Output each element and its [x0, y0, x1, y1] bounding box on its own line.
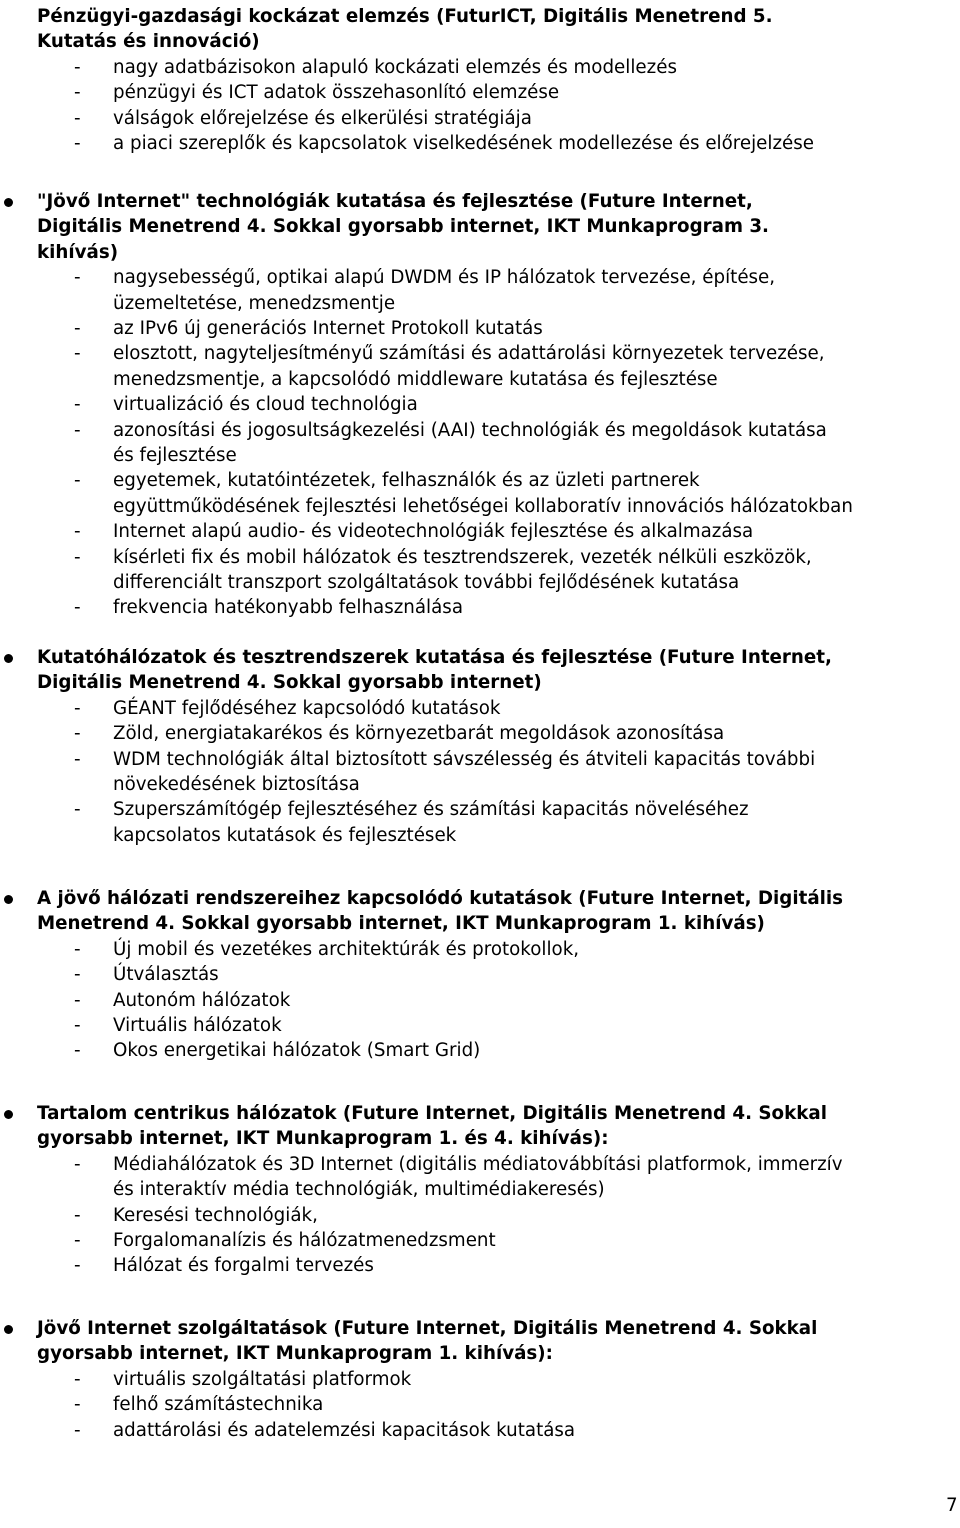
list-item — [0, 468, 960, 519]
list-item-line: együttműködésének fejlesztési lehetőségei kollaboratív innovációs hálózatokban — [113, 495, 853, 517]
item-list — [0, 265, 960, 621]
heading-line: Menetrend 4. Sokkal gyorsabb internet, IKT Munkaprogram 1. kihívás) — [37, 913, 765, 935]
list-item-line: egyetemek, kutatóintézetek, felhasználók és az üzleti partnerek — [113, 470, 700, 492]
list-item-text — [113, 595, 960, 620]
list-item-line: Zöld, energiatakarékos és környezetbarát megoldások azonosítása — [113, 723, 725, 745]
list-item — [0, 519, 960, 544]
list-item-line: frekvencia hatékonyabb felhasználása — [113, 597, 464, 619]
dash-marker: - — [74, 597, 81, 619]
list-item-text — [113, 721, 960, 746]
list-item-line: Autonóm hálózatok — [113, 989, 291, 1011]
list-item — [0, 106, 960, 131]
list-item-line: menedzsmentje, a kapcsolódó middleware kutatása és fejlesztése — [113, 368, 718, 390]
bullet-icon — [4, 198, 13, 207]
list-item-text — [113, 131, 960, 156]
list-item — [0, 1038, 960, 1063]
bullet-icon — [4, 1325, 13, 1334]
list-item — [0, 392, 960, 417]
section-heading — [37, 1101, 960, 1152]
list-item — [0, 131, 960, 156]
section-heading — [37, 886, 960, 937]
heading-line: kihívás) — [37, 241, 119, 263]
list-item-text — [113, 747, 960, 798]
list-item-text — [113, 1152, 960, 1203]
list-item — [0, 1418, 960, 1443]
list-item-line: Keresési technológiák, — [113, 1204, 318, 1226]
list-item-text — [113, 1013, 960, 1038]
section-heading — [37, 1316, 960, 1367]
list-item — [0, 747, 960, 798]
list-item-line: Új mobil és vezetékes architektúrák és protokollok, — [113, 938, 580, 960]
page-number: 7 — [946, 1495, 958, 1516]
list-item-text — [113, 106, 960, 131]
list-item-line: Okos energetikai hálózatok (Smart Grid) — [113, 1040, 481, 1062]
list-item-line: felhő számítástechnika — [113, 1394, 324, 1416]
list-item — [0, 265, 960, 316]
dash-marker: - — [74, 521, 81, 543]
list-item-line: és interaktív média technológiák, multimédiakeresés) — [113, 1179, 605, 1201]
dash-marker: - — [74, 748, 81, 770]
list-item-text — [113, 937, 960, 962]
item-list — [0, 1367, 960, 1443]
list-item-text — [113, 519, 960, 544]
dash-marker: - — [74, 267, 81, 289]
list-item-text — [113, 1367, 960, 1392]
dash-marker: - — [74, 419, 81, 441]
list-item-text — [113, 1392, 960, 1417]
list-item-line: differenciált transzport szolgáltatások további fejlődésének kutatása — [113, 572, 740, 594]
list-item — [0, 1367, 960, 1392]
list-item — [0, 962, 960, 987]
list-item-line: a piaci szereplők és kapcsolatok viselkedésének modellezése és előrejelzése — [113, 133, 815, 155]
list-item-text — [113, 962, 960, 987]
list-item-text — [113, 1038, 960, 1063]
heading-line: Digitális Menetrend 4. Sokkal gyorsabb internet) — [37, 672, 542, 694]
list-item-line: kapcsolatos kutatások és fejlesztések — [113, 824, 457, 846]
dash-marker: - — [74, 989, 81, 1011]
list-item — [0, 545, 960, 596]
list-item — [0, 418, 960, 469]
dash-marker: - — [74, 723, 81, 745]
list-item-line: virtualizáció és cloud technológia — [113, 394, 418, 416]
list-item-text — [113, 1228, 960, 1253]
list-item-line: az IPv6 új generációs Internet Protokoll kutatás — [113, 318, 543, 339]
list-item-text — [113, 988, 960, 1013]
list-item — [0, 988, 960, 1013]
list-item-line: Hálózat és forgalmi tervezés — [113, 1255, 374, 1277]
list-item-line: Virtuális hálózatok — [113, 1015, 282, 1037]
heading-line: Digitális Menetrend 4. Sokkal gyorsabb internet, IKT Munkaprogram 3. — [37, 216, 769, 238]
list-item — [0, 721, 960, 746]
list-item-text — [113, 341, 960, 392]
list-item-text — [113, 1203, 960, 1228]
dash-marker: - — [74, 133, 81, 155]
section-heading — [37, 189, 960, 265]
list-item-text — [113, 797, 960, 848]
heading-line: Kutatás és innováció) — [37, 31, 260, 53]
list-item-text — [113, 545, 960, 596]
dash-marker: - — [74, 1394, 81, 1416]
list-item-line: és fejlesztése — [113, 445, 237, 467]
dash-marker: - — [74, 343, 81, 365]
heading-line: A jövő hálózati rendszereihez kapcsolódó kutatások (Future Internet, Digitális — [37, 888, 844, 909]
list-item-line: Útválasztás — [113, 964, 219, 986]
section-heading — [37, 4, 960, 55]
list-item-line: Forgalomanalízis és hálózatmenedzsment — [113, 1230, 496, 1252]
list-item-line: WDM technológiák által biztosított sávszélesség és átviteli kapacitás további — [113, 748, 816, 770]
dash-marker: - — [74, 964, 81, 986]
section-heading — [37, 645, 960, 696]
list-item-line: kísérleti fix és mobil hálózatok és tesztrendszerek, vezeték nélküli eszközök, — [113, 546, 812, 568]
dash-marker: - — [74, 394, 81, 416]
bullet-icon — [4, 895, 13, 904]
list-item — [0, 1228, 960, 1253]
dash-marker: - — [74, 546, 81, 568]
dash-marker: - — [74, 799, 81, 821]
dash-marker: - — [74, 82, 81, 104]
list-item-line: Szuperszámítógép fejlesztéséhez és számítási kapacitás növeléséhez — [113, 799, 749, 821]
dash-marker: - — [74, 1153, 81, 1175]
heading-line: Jövő Internet szolgáltatások (Future Internet, Digitális Menetrend 4. Sokkal — [37, 1318, 818, 1339]
list-item — [0, 1203, 960, 1228]
list-item-line: Médiahálózatok és 3D Internet (digitális médiatovábbítási platformok, immerzív — [113, 1153, 843, 1175]
list-item — [0, 1152, 960, 1203]
heading-line: Tartalom centrikus hálózatok (Future Internet, Digitális Menetrend 4. Sokkal — [37, 1103, 827, 1124]
dash-marker: - — [74, 697, 81, 719]
list-item-line: elosztott, nagyteljesítményű számítási és adattárolási környezetek tervezése, — [113, 343, 825, 365]
heading-line: gyorsabb internet, IKT Munkaprogram 1. kihívás): — [37, 1343, 553, 1365]
list-item-line: adattárolási és adatelemzési kapacitások kutatása — [113, 1419, 576, 1441]
list-item — [0, 80, 960, 105]
dash-marker: - — [74, 1368, 81, 1390]
dash-marker: - — [74, 107, 81, 129]
list-item-text — [113, 418, 960, 469]
item-list — [0, 1152, 960, 1279]
bullet-icon — [4, 1110, 13, 1119]
list-item — [0, 341, 960, 392]
list-item-text — [113, 392, 960, 417]
dash-marker: - — [74, 1040, 81, 1062]
list-item-line: nagy adatbázisokon alapuló kockázati elemzés és modellezés — [113, 56, 677, 78]
list-item — [0, 55, 960, 80]
list-item-line: azonosítási és jogosultságkezelési (AAI) technológiák és megoldások kutatása — [113, 419, 827, 441]
list-item-text — [113, 1253, 960, 1278]
list-item-line: válságok előrejelzése és elkerülési stratégiája — [113, 107, 532, 129]
list-item-line: GÉANT fejlődéséhez kapcsolódó kutatások — [113, 697, 501, 719]
item-list — [0, 55, 960, 157]
dash-marker: - — [74, 318, 81, 339]
list-item-text — [113, 80, 960, 105]
list-item — [0, 1253, 960, 1278]
dash-marker: - — [74, 1204, 81, 1226]
dash-marker: - — [74, 470, 81, 492]
item-list — [0, 937, 960, 1064]
bullet-icon — [4, 654, 13, 663]
list-item — [0, 316, 960, 341]
list-item-line: virtuális szolgáltatási platformok — [113, 1368, 412, 1390]
heading-line: Kutatóhálózatok és tesztrendszerek kutatása és fejlesztése (Future Internet, — [37, 647, 832, 668]
dash-marker: - — [74, 1015, 81, 1037]
list-item-text — [113, 1418, 960, 1443]
list-item — [0, 797, 960, 848]
list-item — [0, 1392, 960, 1417]
heading-line: gyorsabb internet, IKT Munkaprogram 1. és 4. kihívás): — [37, 1128, 609, 1150]
list-item-line: növekedésének biztosítása — [113, 774, 360, 796]
list-item-line: üzemeltetése, menedzsmentje — [113, 292, 396, 314]
list-item-text — [113, 468, 960, 519]
heading-line: Pénzügyi-gazdasági kockázat elemzés (FuturICT, Digitális Menetrend 5. — [37, 6, 773, 27]
list-item-text — [113, 265, 960, 316]
dash-marker: - — [74, 1419, 81, 1441]
list-item-line: pénzügyi és ICT adatok összehasonlító elemzése — [113, 82, 560, 104]
dash-marker: - — [74, 56, 81, 78]
list-item — [0, 937, 960, 962]
item-list — [0, 696, 960, 848]
list-item — [0, 1013, 960, 1038]
list-item — [0, 595, 960, 620]
list-item-line: Internet alapú audio- és videotechnológiák fejlesztése és alkalmazása — [113, 521, 754, 543]
list-item-line: nagysebességű, optikai alapú DWDM és IP hálózatok tervezése, építése, — [113, 267, 776, 289]
dash-marker: - — [74, 1255, 81, 1277]
list-item-text — [113, 316, 960, 341]
list-item-text — [113, 696, 960, 721]
list-item-text — [113, 55, 960, 80]
dash-marker: - — [74, 1230, 81, 1252]
heading-line: "Jövő Internet" technológiák kutatása és fejlesztése (Future Internet, — [37, 191, 753, 212]
dash-marker: - — [74, 938, 81, 960]
list-item — [0, 696, 960, 721]
